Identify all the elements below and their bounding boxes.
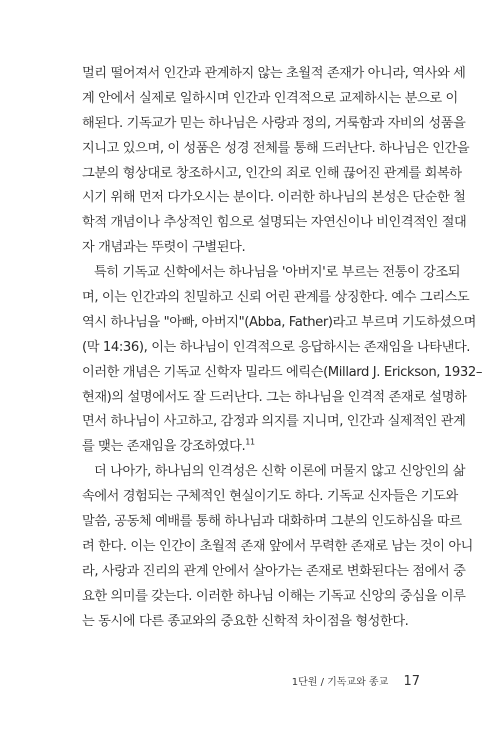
text-line: 이러한 개념은 기독교 신학자 밀라드 에릭슨(Millard J. Erickson, 1932– xyxy=(82,364,483,380)
text-line: 지니고 있으며, 이 성품은 성경 전체를 통해 드러난다. 하나님은 인간을 xyxy=(82,140,470,156)
body-text xyxy=(82,62,483,634)
text-line: 멀리 떨어져서 인간과 관계하지 않는 초월적 존재가 아니라, 역사와 세 xyxy=(82,66,466,81)
text-line: 더 나아가, 하나님의 인격성은 신학 이론에 머물지 않고 신앙인의 삶 xyxy=(94,464,466,480)
text-line: 는 동시에 다른 종교와의 중요한 신학적 차이점을 형성한다. xyxy=(82,613,409,629)
text-line: 면서 하나님이 사고하고, 감정과 의지를 지니며, 인간과 실제적인 관계 xyxy=(82,414,466,430)
text-line: 말씀, 공동체 예배를 통해 하나님과 대화하며 그분의 인도하심을 따르 xyxy=(82,514,462,530)
footnote-marker[interactable]: 11 xyxy=(245,437,255,447)
text-line: 그분의 형상대로 창조하시고, 인간의 죄로 인해 끊어진 관계를 회복하 xyxy=(82,165,462,181)
text-line-content: 를 맺는 존재임을 강조하였다. xyxy=(82,439,246,455)
text-line xyxy=(82,435,422,460)
running-footer-section: 1단원 / 기독교와 종교 xyxy=(291,677,389,688)
text-line: 라, 사랑과 진리의 관계 안에서 살아가는 존재로 변화된다는 점에서 중 xyxy=(82,563,466,579)
text-line: 려 한다. 이는 인간이 초월적 존재 앞에서 무력한 존재로 남는 것이 아니 xyxy=(82,538,473,554)
text-line: 시기 위해 먼저 다가오시는 분이다. 이러한 하나님의 본성은 단순한 철 xyxy=(82,190,466,206)
text-line: 학적 개념이나 추상적인 힘으로 설명되는 자연신이나 비인격적인 절대 xyxy=(82,215,467,231)
page-number: 17 xyxy=(403,674,420,689)
text-line: (막 14:36), 이는 하나님이 인격적으로 응답하시는 존재임을 나타낸다. xyxy=(82,339,471,355)
text-line: 며, 이는 인간과의 친밀하고 신뢰 어린 관계를 상징한다. 예수 그리스도 xyxy=(82,290,470,306)
text-line: 자 개념과는 뚜렷이 구별된다. xyxy=(82,240,246,256)
text-line: 계 안에서 실제로 일하시며 인간과 인격적으로 교제하시는 분으로 이 xyxy=(82,90,458,106)
text-line: 역시 하나님을 "아빠, 아버지"(Abba, Father)라고 부르며 기도하셨으며 xyxy=(82,314,476,330)
text-line: 특히 기독교 신학에서는 하나님을 '아버지'로 부르는 전통이 강조되 xyxy=(94,265,461,281)
page-footer xyxy=(292,673,420,689)
text-line: 속에서 경험되는 구체적인 현실이기도 하다. 기독교 신자들은 기도와 xyxy=(82,489,458,505)
text-line: 해된다. 기독교가 믿는 하나님은 사랑과 정의, 거룩함과 자비의 성품을 xyxy=(82,115,466,131)
text-line: 요한 의미를 갖는다. 이러한 하나님 이해는 기독교 신앙의 중심을 이루 xyxy=(82,588,466,604)
text-line: 현재)의 설명에서도 잘 드러난다. 그는 하나님을 인격적 존재로 설명하 xyxy=(82,389,467,405)
